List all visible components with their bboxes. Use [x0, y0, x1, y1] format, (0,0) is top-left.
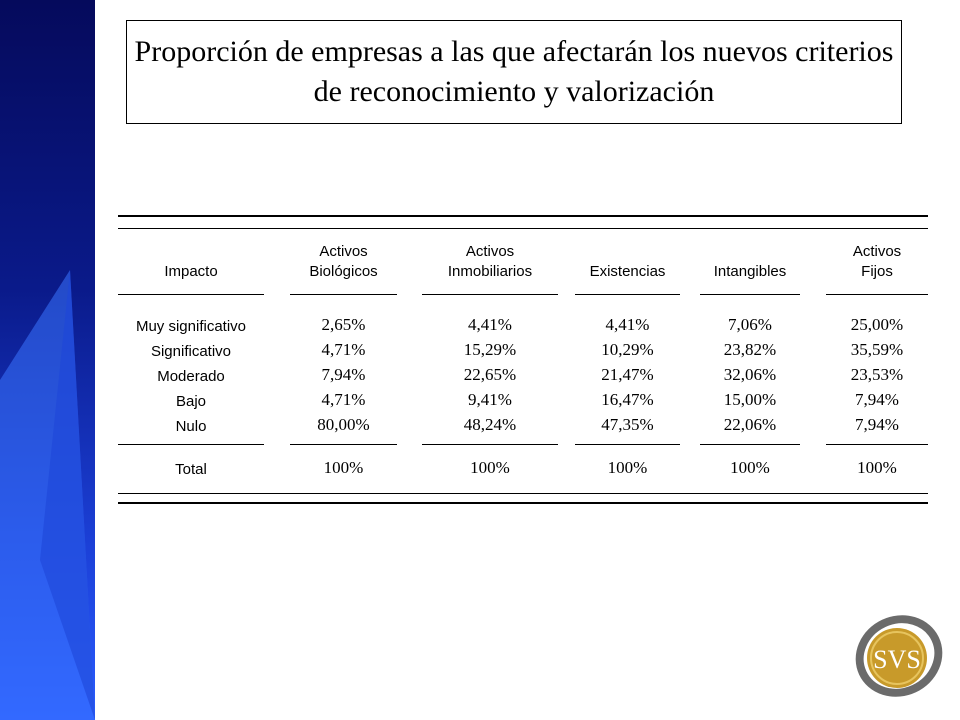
header-underline: [826, 294, 928, 295]
table-cell: 15,00%: [723, 390, 777, 409]
header-underline: [422, 294, 558, 295]
header-existencias: Existencias: [589, 263, 666, 280]
header-activos-biologicos: Activos Biológicos: [309, 243, 378, 280]
table-cell: 22,65%: [463, 365, 517, 384]
table-cell: 23,53%: [850, 365, 904, 384]
header-activos-fijos: Activos Fijos: [852, 243, 902, 280]
table-cell: 4,41%: [468, 315, 512, 334]
table-cell: 7,06%: [728, 315, 772, 334]
table-cell: 32,06%: [723, 365, 777, 384]
table-cell: 47,35%: [601, 415, 654, 434]
sidebar-gradient: [0, 0, 95, 720]
table-cell: 80,00%: [317, 415, 370, 434]
table-top-rule-thin: [118, 228, 928, 229]
table-cell: 7,94%: [855, 390, 899, 409]
row-label: Significativo: [150, 343, 232, 360]
header-underline: [290, 294, 397, 295]
total-cell: 100%: [470, 458, 510, 477]
table-cell: 23,82%: [723, 340, 777, 359]
table-cell: 4,71%: [321, 340, 366, 359]
header-impacto: Impacto: [164, 263, 218, 280]
row-label: Muy significativo: [135, 318, 247, 335]
sidebar-arrow-shape: [0, 0, 95, 720]
total-cell: 100%: [730, 458, 770, 477]
table-cell: 7,94%: [321, 365, 366, 384]
row-label: Nulo: [175, 418, 207, 435]
body-underline: [826, 444, 928, 445]
row-label: Moderado: [157, 368, 225, 385]
body-underline: [118, 444, 264, 445]
table-bottom-rule-thin: [118, 493, 928, 494]
total-cell: 100%: [323, 458, 364, 477]
total-cell: 100%: [607, 458, 648, 477]
page-title: Proporción de empresas a las que afectarán los nuevos criterios de reconocimiento y valorización: [134, 35, 894, 108]
header-underline: [575, 294, 680, 295]
logo-text: SVS: [873, 645, 921, 674]
table-cell: 4,71%: [321, 390, 366, 409]
svs-logo: [855, 612, 943, 698]
body-underline: [422, 444, 558, 445]
header-intangibles: Intangibles: [713, 263, 787, 280]
table-cell: 48,24%: [463, 415, 517, 434]
table-bottom-rule: [118, 502, 928, 504]
table-cell: 15,29%: [463, 340, 517, 359]
table-cell: 4,41%: [605, 315, 650, 334]
header-underline: [118, 294, 264, 295]
table-top-rule: [118, 215, 928, 217]
total-label: Total: [175, 461, 207, 478]
header-underline: [700, 294, 800, 295]
table-cell: 16,47%: [601, 390, 654, 409]
table-cell: 22,06%: [723, 415, 777, 434]
table-cell: 21,47%: [601, 365, 654, 384]
total-cell: 100%: [857, 458, 897, 477]
body-underline: [575, 444, 680, 445]
table-cell: 35,59%: [850, 340, 904, 359]
body-underline: [700, 444, 800, 445]
title-box: [126, 20, 902, 124]
table-cell: 25,00%: [850, 315, 904, 334]
body-underline: [290, 444, 397, 445]
table-cell: 10,29%: [601, 340, 654, 359]
row-label: Bajo: [175, 393, 207, 410]
table-cell: 9,41%: [468, 390, 512, 409]
header-activos-inmobiliarios: Activos Inmobiliarios: [447, 243, 533, 280]
table-cell: 2,65%: [321, 315, 366, 334]
table-cell: 7,94%: [855, 415, 899, 434]
